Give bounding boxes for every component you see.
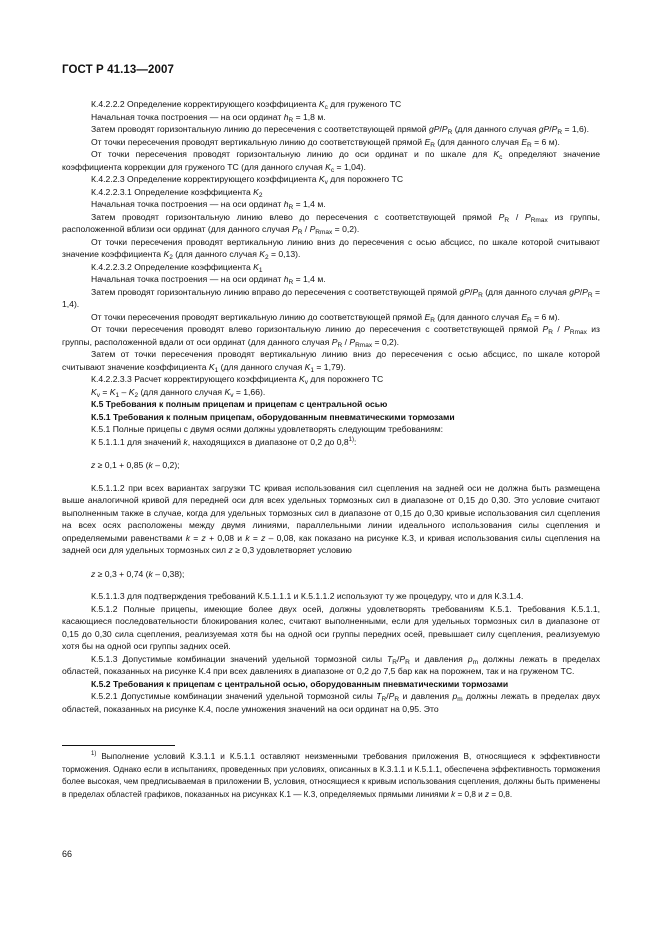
paragraph: К.4.2.2.3.1 Определение коэффициента $K_2$ — [91, 186, 263, 199]
paragraph: К.5.1.2 Полные прицепы, имеющие более двух осей, должны удовлетворять требованиям К.5.1. Требования К.5.1.1, касающиеся последовательности блокирования колес, считают выполненными, если для удельных тормозных сил в диапазоне от 0,15 до 0,30 сила сцепления, реализуемая хотя бы на одной оси группы передних осей, превышает силу сцепления, реализуемую хотя бы на одной оси группы задних осей. — [62, 603, 600, 651]
paragraph: Начальная точка построения — на оси ординат $h_R = 1,4$ м. — [91, 274, 326, 286]
paragraph: К.5.1 Полные прицепы с двумя осями должны удовлетворять следующим требованиям: — [91, 424, 444, 434]
section-heading: К.5 Требования к полным прицепам и прицепам с центральной осью — [91, 399, 388, 409]
paragraph: К.5.1.1.2 при всех вариантах загрузки ТС кривая использования сил сцепления на задней оси не должна быть размещена выше аналогичной кривой для передней оси для всех удельных тормозных сил в диапазоне от 0,15 до 0,30. Это условие считают выполненным также в случае, когда для удельных тормозных сил в диапазоне от 0,15 до 0,30 кривые использования сил сцепления на всех осях расположены между двумя линиями, параллельными линии идеального использования силы сцепления и определяемыми равенствами k = z + 0,08 и k = z – 0,08, как показано на рисунке К.3, и кривая использования силы сцепления на задней оси для удельных тормозных сил z ≥ 0,3 удовлетворяет условию — [62, 482, 601, 555]
paragraph: От точки пересечения проводят вертикальную линию до соответствующей прямой $E_R$ (для данного случая $E_R = 6$ м). — [91, 311, 560, 324]
formula: z ≥ 0,3 + 0,74 (k – 0,38); — [91, 568, 185, 579]
paragraph: Затем проводят горизонтальную линию влево до пересечения с соответствующей прямой $P_R / P_{Rmax}$ из группы, расположенной вблизи оси ординат (для данного случая $P_R / P_{Rmax} = 0,2$). — [62, 211, 600, 236]
formula: z ≥ 0,1 + 0,85 (k – 0,2); — [91, 460, 180, 470]
footnote-separator — [62, 745, 175, 746]
paragraph: От точки пересечения проводят вертикальную линию до соответствующей прямой $E_R$ (для данного случая $E_R = 6$ м). — [91, 136, 560, 149]
paragraph: К.4.2.2.3.3 Расчет корректирующего коэффициента $K_v$ для порожнего ТС — [91, 374, 384, 386]
paragraph: Затем проводят горизонтальную линию вправо до пересечения с соответствующей прямой $gP/P_R$ (для данного случая $gP/P_R = 1,4$). — [62, 286, 600, 309]
paragraph: К.4.2.2.2 Определение корректирующего коэффициента $K_c$ для груженого ТС — [91, 99, 402, 111]
paragraph: От точки пересечения проводят вертикальную линию вниз до пересечения с осью абсцисс, по шкале которой считывают значение коэффициента $K_2$ (для данного случая $K_2 = 0,13$). — [62, 236, 600, 261]
paragraph: К.5.1.3 Допустимые комбинации значений удельной тормозной силы $T_R/P_R$ и давления $p_m$ должны лежать в пределах областей, показанных на рисунке К.4 при всех давлениях в диапазоне от 0,2 до 7,5 бар как на порожнем, так и на груженом ТС. — [62, 653, 600, 676]
footnote — [62, 751, 600, 801]
paragraph: К 5.1.1.1 для значений k, находящихся в диапазоне от 0,2 до 0,8$^{1)}$: — [91, 436, 357, 447]
paragraph: Начальная точка построения — на оси ординат $h_R = 1,4$ м. — [91, 199, 326, 211]
page-header: ГОСТ Р 41.13—2007 — [62, 64, 174, 76]
paragraph: Начальная точка построения — на оси ординат $h_R = 1,8$ м. — [91, 111, 326, 124]
paragraph: От точки пересечения проводят влево горизонтальную линию до пересечения с соответствующей прямой $P_R / P_{Rmax}$ из группы, расположенной вдали от оси ординат (для данного случая $P_R / P_{Rmax} = 0,2$). — [62, 324, 601, 349]
paragraph: К.4.2.2.3.2 Определение коэффициента $K_1$ — [91, 261, 263, 274]
paragraph: К.5.2.1 Допустимые комбинации значений удельной тормозной силы $T_R/P_R$ и давления $p_m$ должны лежать в пределах двух областей, показанных на рисунке К.4, после умножения значений на оси ординат на 0,95. Это — [62, 691, 600, 714]
section-heading: К.5.1 Требования к полным прицепам, оборудованным пневматическими тормозами — [91, 411, 455, 422]
paragraph: Затем от точки пересечения проводят вертикальную линию вниз до пересечения с осью абсцисс, по шкале которой считывают значение коэффициента $K_1$ (для данного случая $K_1 = 1,79$). — [62, 349, 600, 374]
footnote-text: $^{1)}$ Выполнение условий К.3.1.1 и К.5.1.1 оставляют неизменными требования приложения В, относящиеся к эффективности торможения. Однако если в испытаниях, проведенных при условиях, описанных в К.3.1.1 и К.5.1.1, обеспечена эффективность торможения более высокая, чем предписываемая в приложении В, условия, относящиеся к кривым использования сцепления, должны быть применены в пределах областей графиков, показанных на рисунках К.1 — К.3, определяемых прямыми линиями k = 0,8 и z = 0,8. — [62, 751, 600, 799]
paragraph: От точки пересечения проводят горизонтальную линию до оси ординат и по шкале для $K_c$ определяют значение коэффициента коррекции для груженого ТС (для данного случая $K_c = 1,04$). — [62, 149, 600, 174]
page-number: 66 — [62, 849, 73, 859]
section-heading: К.5.2 Требования к прицепам с центральной осью, оборудованным пневматическими тормозами — [91, 678, 509, 689]
paragraph: К.4.2.2.3 Определение корректирующего коэффициента $K_v$ для порожнего ТС — [91, 174, 404, 186]
document-body — [62, 98, 600, 715]
paragraph: Затем проводят горизонтальную линию до пересечения с соответствующей прямой $gP/P_R$ (для данного случая $gP/P_R = 1,6$). — [91, 124, 590, 136]
paragraph: $K_v = K_1 - K_2$ (для данного случая $K_v = 1,66$). — [91, 386, 266, 399]
paragraph: К.5.1.1.3 для подтверждения требований К.5.1.1.1 и К.5.1.1.2 используют ту же процедуру, что и для К.3.1.4. — [91, 591, 524, 601]
